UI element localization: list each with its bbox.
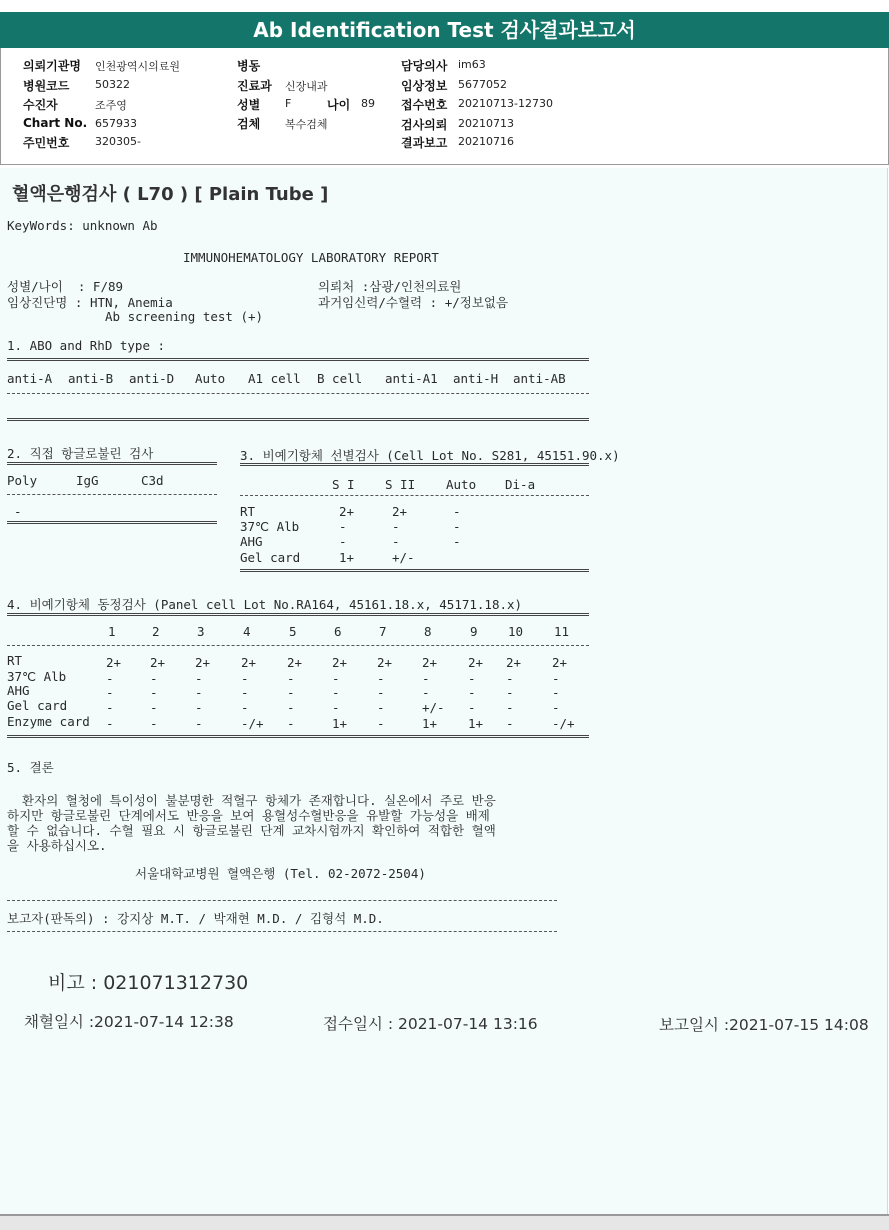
diagnosis-line-1: 임상진단명 : HTN, Anemia <box>7 295 173 310</box>
panel-cell: - <box>552 671 560 686</box>
section-3-title: 3. 비예기항체 선별검사 (Cell Lot No. S281, 45151.90.x) <box>240 448 620 463</box>
panel-row-label: Gel card <box>7 698 68 713</box>
header-value: 인천광역시의료원 <box>95 60 181 73</box>
panel-cell: - <box>377 700 385 715</box>
header-label: 병원코드 <box>23 79 70 93</box>
panel-cell: +/- <box>422 700 445 715</box>
header-value: 20210713 <box>458 117 514 130</box>
separator <box>240 569 589 572</box>
panel-cell: - <box>287 671 295 686</box>
panel-cell: - <box>332 685 340 700</box>
panel-column-header: 5 <box>289 624 297 639</box>
panel-cell: - <box>506 700 514 715</box>
pregnancy-transfusion-history: 과거임신력/수혈력 : +/정보없음 <box>318 295 509 310</box>
header-label: 검체 <box>237 117 261 131</box>
header-value: 5677052 <box>458 78 507 91</box>
header-value: 조주영 <box>95 99 127 112</box>
abo-column-header: anti-A1 <box>385 371 438 386</box>
panel-cell: - <box>195 716 203 731</box>
header-label: 검사의뢰 <box>401 118 448 132</box>
panel-column-header: 2 <box>152 624 160 639</box>
header-label: 주민번호 <box>23 136 70 150</box>
panel-cell: - <box>422 671 430 686</box>
panel-cell: - <box>377 671 385 686</box>
header-label: Chart No. <box>23 116 88 130</box>
panel-cell: 2+ <box>195 655 211 670</box>
screening-cell: - <box>392 534 400 549</box>
screening-cell: - <box>392 519 400 534</box>
abo-column-header: B cell <box>317 371 363 386</box>
panel-cell: 2+ <box>506 655 522 670</box>
header-value: 657933 <box>95 117 137 130</box>
panel-cell: 2+ <box>377 655 393 670</box>
header-label: 수진자 <box>23 98 58 112</box>
panel-cell: - <box>106 685 114 700</box>
panel-column-header: 1 <box>108 624 116 639</box>
abo-column-header: Auto <box>195 371 226 386</box>
panel-cell: 2+ <box>422 655 438 670</box>
separator <box>7 462 217 465</box>
report-banner-title: Ab Identification Test 검사결과보고서 <box>0 12 889 48</box>
panel-cell: - <box>106 671 114 686</box>
header-label: 진료과 <box>237 79 272 93</box>
separator <box>7 900 557 901</box>
separator <box>7 358 589 361</box>
header-value: F <box>285 97 292 110</box>
panel-cell: - <box>150 716 158 731</box>
section-5-title: 5. 결론 <box>7 760 54 775</box>
header-value: im63 <box>458 58 486 71</box>
dat-column-header: C3d <box>141 473 164 488</box>
panel-cell: - <box>332 700 340 715</box>
header-value: 신장내과 <box>285 80 328 93</box>
dat-poly-value: - <box>14 504 22 519</box>
header-value: 20210716 <box>458 135 514 148</box>
age-label: 나이 <box>327 98 351 112</box>
screening-cell: +/- <box>392 550 415 565</box>
panel-column-header: 4 <box>243 624 251 639</box>
dat-column-header: IgG <box>76 473 99 488</box>
panel-cell: 1+ <box>332 716 348 731</box>
header-value: 20210713-12730 <box>458 97 553 110</box>
screening-cell: - <box>453 519 461 534</box>
conclusion-line: 환자의 혈청에 특이성이 불분명한 적혈구 항체가 존재합니다. 실온에서 주로 반응 <box>7 793 496 808</box>
separator <box>7 494 217 495</box>
screening-row-label: AHG <box>240 534 263 549</box>
abo-column-header: anti-AB <box>513 371 566 386</box>
panel-cell: - <box>506 716 514 731</box>
header-label: 담당의사 <box>401 59 448 73</box>
diagnosis-line-2: Ab screening test (+) <box>105 309 264 324</box>
receipt-datetime: 접수일시 : 2021-07-14 13:16 <box>323 1015 538 1033</box>
abo-column-header: anti-B <box>68 371 114 386</box>
panel-cell: 2+ <box>468 655 484 670</box>
remarks: 비고 : 021071312730 <box>48 972 249 994</box>
panel-cell: - <box>106 700 114 715</box>
report-title: 혈액은행검사 ( L70 ) [ Plain Tube ] <box>12 184 329 205</box>
screening-cell: - <box>339 534 347 549</box>
panel-cell: - <box>332 671 340 686</box>
panel-cell: - <box>468 671 476 686</box>
panel-cell: - <box>287 700 295 715</box>
conclusion-line: 하지만 항글로불린 단계에서도 반응을 보여 용혈성수혈반응을 유발할 가능성을 배제 <box>7 808 490 823</box>
panel-cell: - <box>195 685 203 700</box>
report-datetime: 보고일시 :2021-07-15 14:08 <box>659 1016 869 1034</box>
reporter-line: 보고자(판독의) : 강지상 M.T. / 박재현 M.D. / 김형석 M.D. <box>7 911 384 926</box>
panel-row-label: Enzyme card <box>7 714 90 729</box>
abo-column-header: anti-A <box>7 371 53 386</box>
panel-cell: - <box>150 685 158 700</box>
panel-cell: 2+ <box>106 655 122 670</box>
panel-cell: - <box>241 685 249 700</box>
panel-cell: 2+ <box>552 655 568 670</box>
separator <box>7 418 589 421</box>
separator <box>7 645 589 646</box>
panel-cell: - <box>150 700 158 715</box>
header-value: 복수검체 <box>285 118 328 131</box>
separator <box>240 495 589 496</box>
conclusion-line: 을 사용하십시오. <box>7 838 107 853</box>
panel-cell: - <box>377 685 385 700</box>
screening-cell: 1+ <box>339 550 355 565</box>
header-label: 성별 <box>237 98 261 112</box>
header-label: 결과보고 <box>401 136 448 150</box>
screening-row-label: 37℃ Alb <box>240 519 300 534</box>
panel-cell: - <box>506 685 514 700</box>
separator <box>7 735 589 738</box>
panel-column-header: 7 <box>379 624 387 639</box>
panel-cell: -/+ <box>241 716 264 731</box>
separator <box>240 463 589 466</box>
panel-cell: - <box>195 671 203 686</box>
abo-column-header: anti-H <box>453 371 499 386</box>
panel-cell: 2+ <box>241 655 257 670</box>
panel-column-header: 9 <box>470 624 478 639</box>
header-label: 접수번호 <box>401 98 448 112</box>
screening-cell: 2+ <box>392 504 408 519</box>
screening-cell: - <box>453 534 461 549</box>
panel-cell: 1+ <box>422 716 438 731</box>
sex-age: 성별/나이 : F/89 <box>7 279 124 294</box>
panel-cell: 1+ <box>468 716 484 731</box>
panel-cell: - <box>195 700 203 715</box>
panel-cell: - <box>287 685 295 700</box>
panel-row-label: 37℃ Alb <box>7 669 67 684</box>
abo-column-header: A1 cell <box>248 371 301 386</box>
panel-cell: - <box>377 716 385 731</box>
panel-cell: - <box>422 685 430 700</box>
screening-cell: 2+ <box>339 504 355 519</box>
conclusion-line: 할 수 없습니다. 수혈 필요 시 항글로불린 단계 교차시험까지 확인하여 적합한 혈액 <box>7 823 496 838</box>
referral-institution: 의뢰처 :삼광/인천의료원 <box>318 279 462 294</box>
screening-column-header: S I <box>332 477 355 492</box>
separator <box>7 931 557 932</box>
header-label: 의뢰기관명 <box>23 59 81 73</box>
panel-column-header: 8 <box>424 624 432 639</box>
abo-column-header: anti-D <box>129 371 175 386</box>
section-4-title: 4. 비예기항체 동정검사 (Panel cell Lot No.RA164, 45161.18.x, 45171.18.x) <box>7 597 523 612</box>
screening-cell: - <box>453 504 461 519</box>
panel-column-header: 6 <box>334 624 342 639</box>
screening-column-header: Di-a <box>505 477 536 492</box>
panel-row-label: AHG <box>7 683 30 698</box>
panel-cell: - <box>552 700 560 715</box>
screening-cell: - <box>339 519 347 534</box>
panel-cell: - <box>150 671 158 686</box>
panel-cell: - <box>241 671 249 686</box>
panel-cell: - <box>241 700 249 715</box>
panel-row-label: RT <box>7 653 23 668</box>
panel-column-header: 3 <box>197 624 205 639</box>
panel-cell: 2+ <box>332 655 348 670</box>
panel-column-header: 11 <box>554 624 570 639</box>
hospital-contact: 서울대학교병원 혈액은행 (Tel. 02-2072-2504) <box>135 866 426 881</box>
panel-cell: - <box>468 685 476 700</box>
section-2-title: 2. 직접 항글로불린 검사 <box>7 446 154 461</box>
header-value: 320305- <box>95 135 141 148</box>
screening-column-header: S II <box>385 477 416 492</box>
panel-cell: - <box>287 716 295 731</box>
header-label: 병동 <box>237 59 261 73</box>
panel-column-header: 10 <box>508 624 524 639</box>
panel-cell: - <box>552 685 560 700</box>
panel-cell: - <box>106 716 114 731</box>
panel-cell: - <box>468 700 476 715</box>
dat-column-header: Poly <box>7 473 38 488</box>
report-body <box>0 168 888 1214</box>
panel-cell: 2+ <box>150 655 166 670</box>
age-value: 89 <box>361 97 375 110</box>
panel-cell: - <box>506 671 514 686</box>
section-1-title: 1. ABO and RhD type : <box>7 338 166 353</box>
panel-cell: 2+ <box>287 655 303 670</box>
header-label: 임상정보 <box>401 79 448 93</box>
lab-report-title: IMMUNOHEMATOLOGY LABORATORY REPORT <box>183 250 439 265</box>
screening-column-header: Auto <box>446 477 477 492</box>
collection-datetime: 채혈일시 :2021-07-14 12:38 <box>24 1013 234 1031</box>
screening-row-label: RT <box>240 504 256 519</box>
separator <box>7 613 589 616</box>
screening-row-label: Gel card <box>240 550 301 565</box>
header-value: 50322 <box>95 78 130 91</box>
keywords: KeyWords: unknown Ab <box>7 218 158 233</box>
separator <box>7 521 217 524</box>
panel-cell: -/+ <box>552 716 575 731</box>
separator <box>7 393 589 394</box>
